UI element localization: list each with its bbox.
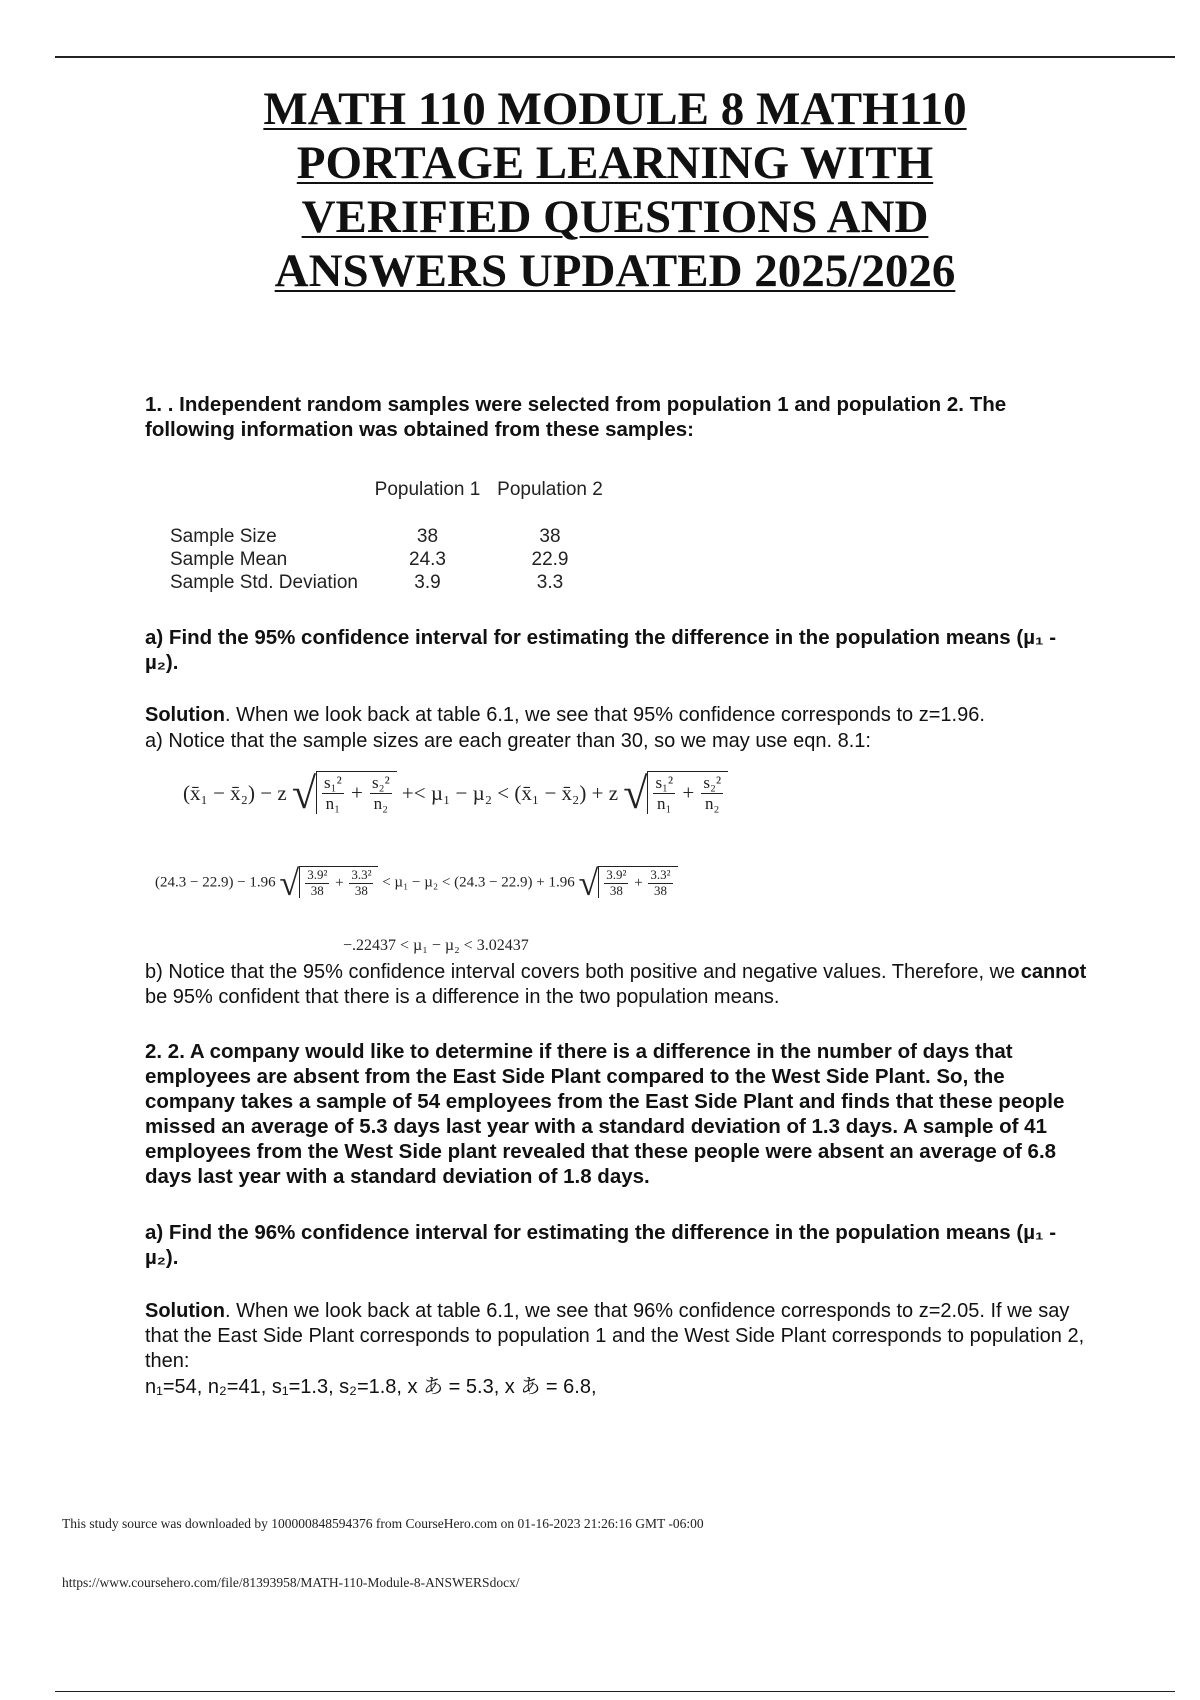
solution-label: Solution xyxy=(145,704,225,726)
row-label: Sample Size xyxy=(170,525,277,547)
question-2-solution xyxy=(145,1299,1090,1374)
formula-left: (x̄₁ − x̄₂) − z xyxy=(183,781,287,805)
cell-p2: 3.3 xyxy=(536,571,564,593)
table-header-row xyxy=(170,478,610,501)
question-1-prompt: 1. . Independent random samples were selected from population 1 and population 2. The following information was obtained from these samples: xyxy=(145,393,1007,441)
cell-p2: 22.9 xyxy=(531,548,569,570)
sample-stats-table xyxy=(170,478,610,594)
cell-p2: 38 xyxy=(539,525,561,547)
cell-p1: 38 xyxy=(416,525,439,547)
table-row xyxy=(170,525,610,548)
question-1-notice-a: a) Notice that the sample sizes are each greater than 30, so we may use eqn. 8.1: xyxy=(145,730,871,752)
table-row xyxy=(170,548,610,571)
header-population-2: Population 2 xyxy=(497,478,603,500)
row-label: Sample Std. Deviation xyxy=(170,571,358,593)
formula-8-1: (x̄₁ − x̄₂) − z √ $\frac{\text{s₁²}}{\text{n₁}}$ + $\frac{\text{s₂²}}{\text{n₂}}$ +< µ₁ − µ₂ < (x̄₁ − x̄₂) + z √ $\frac{\text{s₁²}}{\text{n₁}}$ + $\frac{\text{s₂²}}{\text{n₂}}$ xyxy=(183,768,728,819)
title-line-3: VERIFIED QUESTIONS AND xyxy=(301,191,929,243)
header-population-1: Population 1 xyxy=(374,478,481,500)
solution-text: . When we look back at table 6.1, we see that 95% confidence corresponds to z=1.96. xyxy=(224,704,985,726)
interval-result: −.22437 < µ₁ − µ₂ < 3.02437 xyxy=(343,937,529,954)
question-1-part-b: b) Notice that the 95% confidence interval covers both positive and negative values. Therefore, we cannot be 95% confident that there is a difference in the two population means. xyxy=(145,961,1087,1008)
bottom-rule xyxy=(55,1691,1175,1692)
question-1-part-a: a) Find the 95% confidence interval for estimating the difference in the population means (µ₁ - µ₂). xyxy=(145,626,1057,674)
title-line-4: ANSWERS UPDATED 2025/2026 xyxy=(274,245,956,297)
title-line-1: MATH 110 MODULE 8 MATH110 xyxy=(263,83,967,135)
question-1-solution xyxy=(145,703,1090,728)
substitution-mid: < µ₁ − µ₂ < (24.3 − 22.9) + 1.96 xyxy=(382,874,575,891)
row-label: Sample Mean xyxy=(170,548,288,570)
title-line-2: PORTAGE LEARNING WITH xyxy=(296,137,934,189)
substitution-left: (24.3 − 22.9) − 1.96 xyxy=(155,874,276,891)
cell-p1: 24.3 xyxy=(409,548,446,570)
solution-label: Solution xyxy=(145,1300,225,1322)
footer-url[interactable]: https://www.coursehero.com/file/81393958/MATH-110-Module-8-ANSWERSdocx/ xyxy=(62,1575,520,1590)
formula-mid: +< µ₁ − µ₂ < (x̄₁ − x̄₂) + z xyxy=(401,781,619,805)
document-title xyxy=(150,82,1080,298)
formula-substitution: (24.3 − 22.9) − 1.96 √ $\frac{\text{3.9²}}{38}$ + $\frac{\text{3.3²}}{38}$ < µ₁ − µ₂ < (24.3 − 22.9) + 1.96 √ $\frac{\text{3.9²}}{38}$ + $\frac{\text{3.3²}}{38}$ xyxy=(155,862,678,904)
footer-source: This study source was downloaded by 100000848594376 from CourseHero.com on 01-16-2023 21:26:16 GMT -06:00 xyxy=(62,1516,704,1531)
question-2-values: n₁=54, n₂=41, s₁=1.3, s₂=1.8, x あ = 5.3, x あ = 6.8, xyxy=(145,1376,597,1398)
table-row xyxy=(170,571,610,594)
question-2-prompt: 2. 2. A company would like to determine if there is a difference in the number of days that employees are absent from the East Side Plant compared to the West Side Plant. So, the company takes a sample of 54 employees from the East Side Plant and finds that these people missed an average of 5.3 days last year with a standard deviation of 1.3 days. A sample of 41 employees from the West Side plant revealed that these people were absent an average of 6.8 days last year with a standard deviation of 1.8 days. xyxy=(145,1040,1065,1188)
question-2-part-a: a) Find the 96% confidence interval for estimating the difference in the population means (µ₁ - µ₂). xyxy=(145,1221,1057,1269)
solution-text: . When we look back at table 6.1, we see that 96% confidence corresponds to z=2.05. If we say that the East Side Plant corresponds to population 1 and the West Side Plant corresponds to population 2, then: xyxy=(145,1300,1085,1372)
top-rule xyxy=(55,56,1175,58)
cell-p1: 3.9 xyxy=(414,571,441,593)
